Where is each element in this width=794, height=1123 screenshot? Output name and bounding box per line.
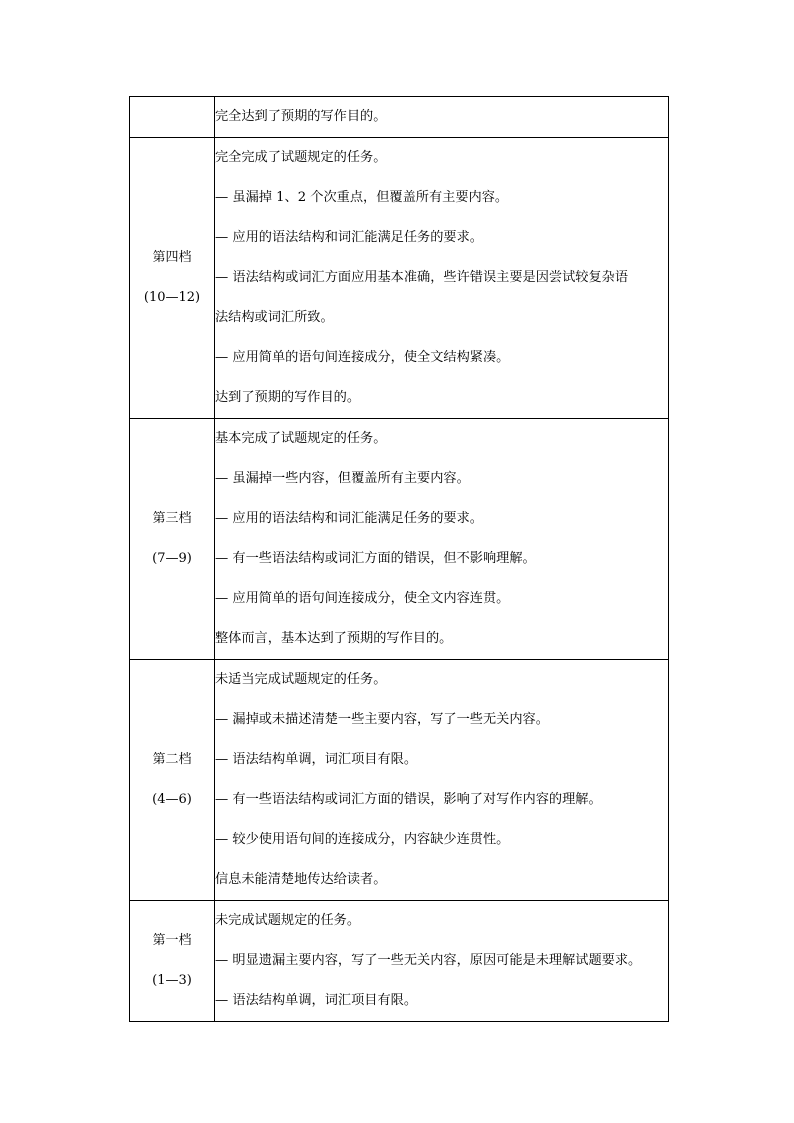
description-cell xyxy=(215,419,669,660)
description-line: 达到了预期的写作目的。 xyxy=(215,390,361,405)
table-row xyxy=(130,138,669,419)
description-line: — 虽漏掉一些内容，但覆盖所有主要内容。 xyxy=(215,471,470,486)
description-line: 完全完成了试题规定的任务。 xyxy=(215,150,387,165)
description-line: — 较少使用语句间的连接成分，内容缺少连贯性。 xyxy=(215,832,510,847)
description-line: — 明显遗漏主要内容，写了一些无关内容，原因可能是未理解试题要求。 xyxy=(215,953,642,968)
level-cell xyxy=(130,138,215,419)
description-line: — 应用简单的语句间连接成分，使全文内容连贯。 xyxy=(215,591,510,606)
description-line: — 漏掉或未描述清楚一些主要内容，写了一些无关内容。 xyxy=(215,712,549,727)
table-row xyxy=(130,419,669,660)
level-name: 第四档 xyxy=(152,250,192,265)
table-row xyxy=(130,660,669,901)
description-line: — 有一些语法结构或词汇方面的错误，但不影响理解。 xyxy=(215,551,536,566)
description-line: — 语法结构单调，词汇项目有限。 xyxy=(215,752,418,767)
level-name: 第二档 xyxy=(152,752,192,767)
level-range: (10—12) xyxy=(143,290,201,305)
description-line: 基本完成了试题规定的任务。 xyxy=(215,431,387,446)
description-cell xyxy=(215,660,669,901)
level-name: 第一档 xyxy=(152,933,192,948)
description-line: — 语法结构单调，词汇项目有限。 xyxy=(215,993,418,1008)
level-cell xyxy=(130,660,215,901)
description-cell xyxy=(215,97,669,138)
level-range: (1—3) xyxy=(152,973,192,988)
description-line: 未完成试题规定的任务。 xyxy=(215,913,361,928)
level-cell xyxy=(130,97,215,138)
description-line: — 有一些语法结构或词汇方面的错误，影响了对写作内容的理解。 xyxy=(215,792,602,807)
description-line: — 虽漏掉 1、2 个次重点，但覆盖所有主要内容。 xyxy=(215,190,509,205)
description-line: — 应用简单的语句间连接成分，使全文结构紧凑。 xyxy=(215,350,510,365)
level-cell xyxy=(130,901,215,1022)
table-row xyxy=(130,901,669,1022)
description-line: — 应用的语法结构和词汇能满足任务的要求。 xyxy=(215,230,483,245)
description-cell xyxy=(215,138,669,419)
description-line: — 应用的语法结构和词汇能满足任务的要求。 xyxy=(215,511,483,526)
table-row xyxy=(130,97,669,138)
description-line: 整体而言，基本达到了预期的写作目的。 xyxy=(215,631,453,646)
level-cell xyxy=(130,419,215,660)
description-line: 法结构或词汇所致。 xyxy=(215,310,334,325)
description-line: 未适当完成试题规定的任务。 xyxy=(215,672,387,687)
description-line: — 语法结构或词汇方面应用基本准确，些许错误主要是因尝试较复杂语 xyxy=(215,270,629,285)
level-range: (7—9) xyxy=(152,551,192,566)
scoring-rubric-table xyxy=(129,96,669,1022)
description-line: 完全达到了预期的写作目的。 xyxy=(215,109,387,124)
description-cell xyxy=(215,901,669,1022)
description-line: 信息未能清楚地传达给读者。 xyxy=(215,872,387,887)
level-range: (4—6) xyxy=(152,792,192,807)
level-name: 第三档 xyxy=(152,511,192,526)
